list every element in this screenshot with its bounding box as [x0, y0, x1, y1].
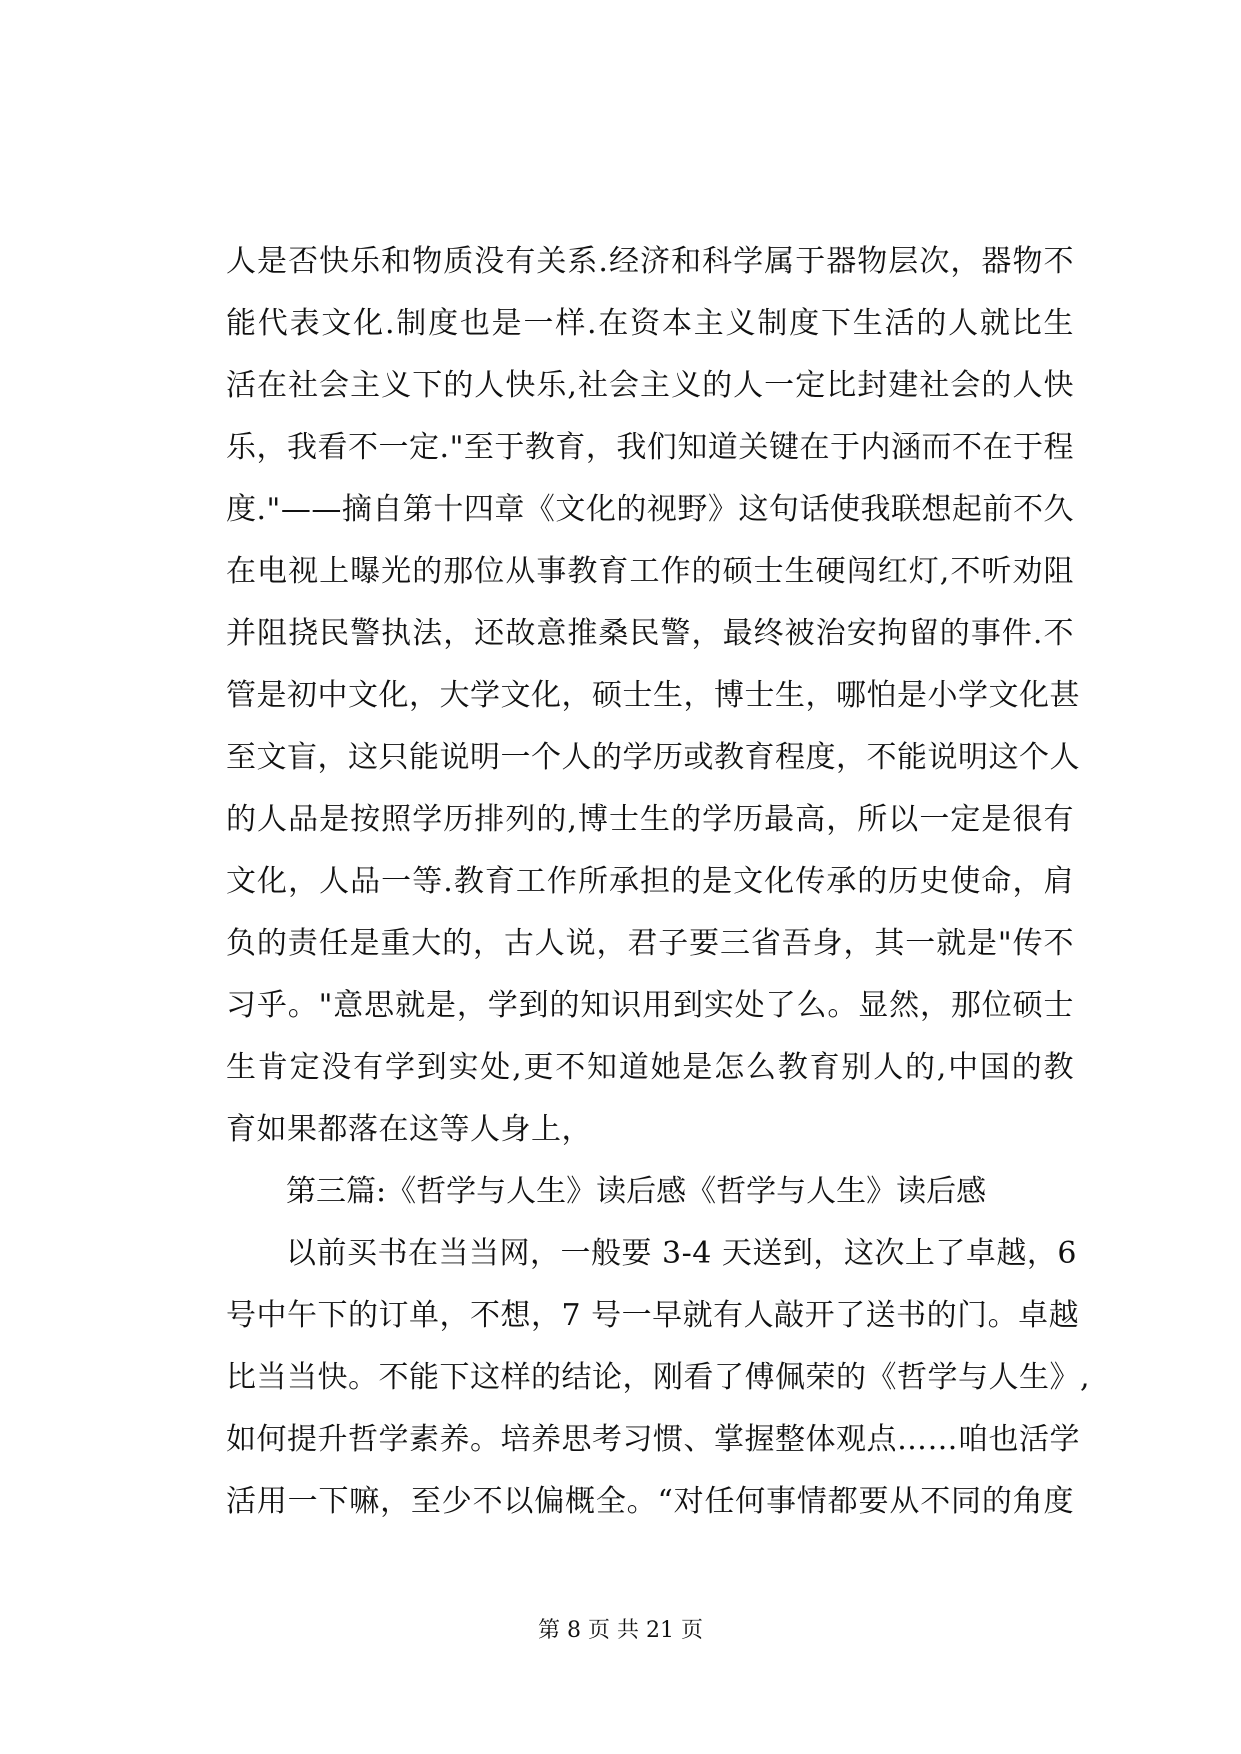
page-footer: 第 8 页 共 21 页 [538, 1618, 703, 1643]
body-text [226, 231, 1091, 1533]
text-line: 习乎。"意思就是，学到的知识用到实处了么。显然，那位硕士 [226, 988, 1074, 1023]
text-line: 的人品是按照学历排列的,博士生的学历最高，所以一定是很有 [226, 802, 1074, 837]
text-line: 号中午下的订单，不想，7 号一早就有人敲开了送书的门。卓越 [226, 1298, 1080, 1333]
text-line: 至文盲，这只能说明一个人的学历或教育程度，不能说明这个人 [226, 740, 1080, 775]
text-line: 文化，人品一等.教育工作所承担的是文化传承的历史使命，肩 [226, 864, 1074, 899]
text-line: 以前买书在当当网，一般要 3-4 天送到，这次上了卓越，6 [286, 1236, 1077, 1271]
text-line: 如何提升哲学素养。培养思考习惯、掌握整体观点……咱也活学 [226, 1422, 1080, 1457]
text-line: 能代表文化.制度也是一样.在资本主义制度下生活的人就比生 [226, 306, 1074, 341]
text-line: 人是否快乐和物质没有关系.经济和科学属于器物层次，器物不 [226, 244, 1074, 279]
text-line: 比当当快。不能下这样的结论，刚看了傅佩荣的《哲学与人生》, [226, 1360, 1091, 1395]
text-line: 活用一下嘛，至少不以偏概全。“对任何事情都要从不同的角度 [226, 1484, 1074, 1519]
section-heading: 第三篇:《哲学与人生》读后感《哲学与人生》读后感 [286, 1174, 987, 1209]
text-line: 并阻挠民警执法，还故意推桑民警，最终被治安拘留的事件.不 [226, 616, 1074, 651]
text-line: 负的责任是重大的，古人说，君子要三省吾身，其一就是"传不 [226, 926, 1074, 961]
text-line: 育如果都落在这等人身上， [226, 1112, 592, 1147]
text-line: 生肯定没有学到实处,更不知道她是怎么教育别人的,中国的教 [226, 1050, 1074, 1085]
text-line: 乐，我看不一定."至于教育，我们知道关键在于内涵而不在于程 [226, 430, 1074, 465]
text-line: 活在社会主义下的人快乐,社会主义的人一定比封建社会的人快 [226, 368, 1074, 403]
text-line: 管是初中文化，大学文化，硕士生，博士生，哪怕是小学文化甚 [226, 678, 1080, 713]
text-line: 度."——摘自第十四章《文化的视野》这句话使我联想起前不久 [226, 492, 1074, 527]
text-line: 在电视上曝光的那位从事教育工作的硕士生硬闯红灯,不听劝阻 [226, 554, 1074, 589]
